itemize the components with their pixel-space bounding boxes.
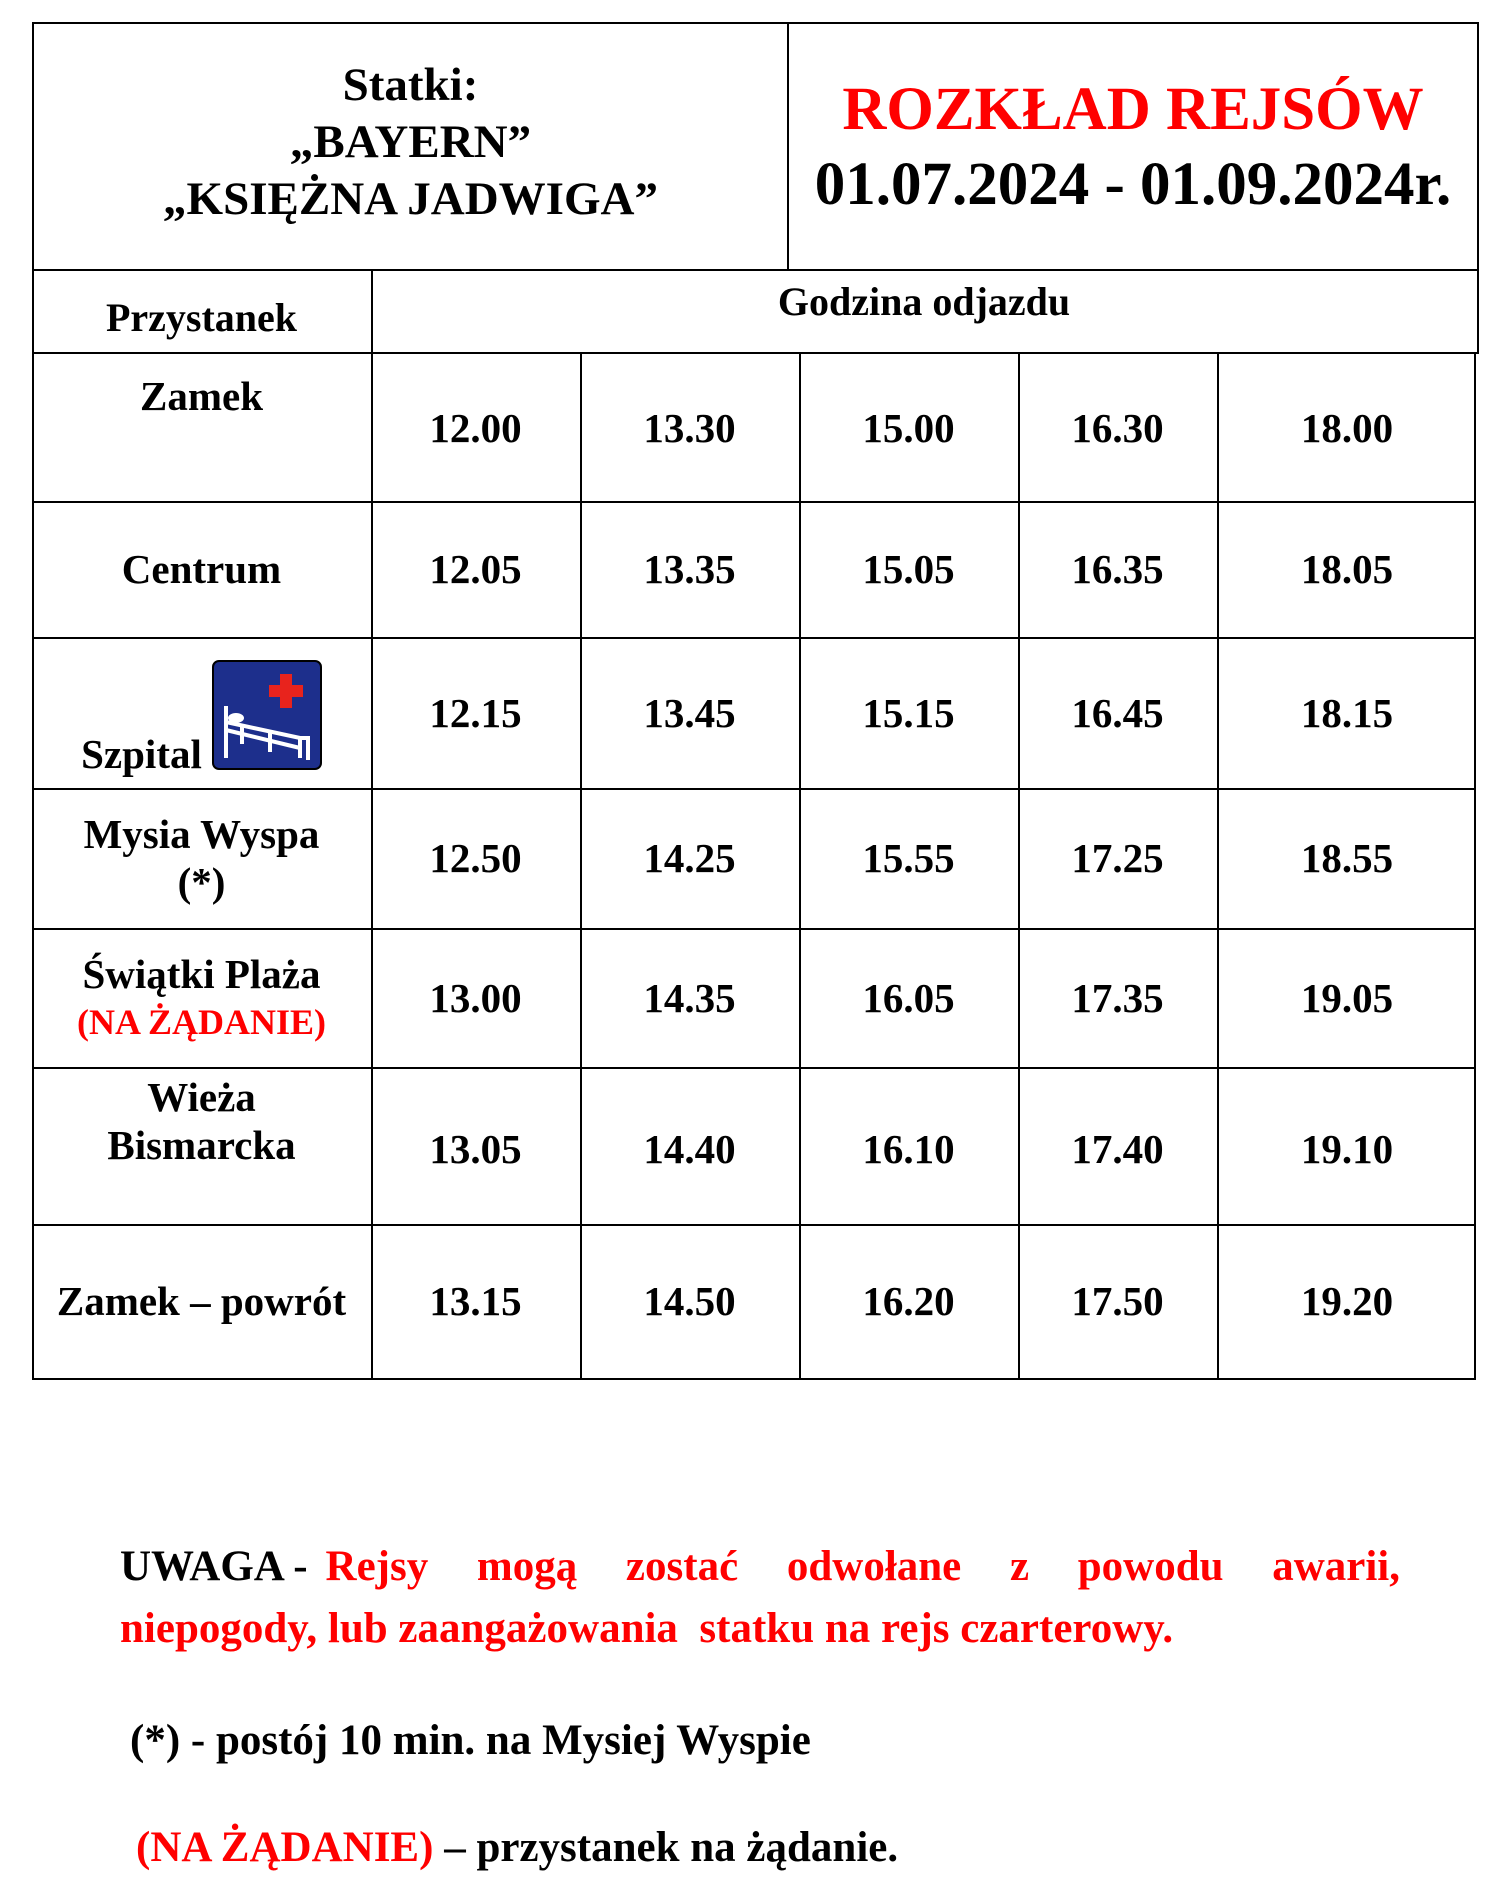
grid-hline	[32, 1378, 1476, 1380]
ship-name-ksiezna-jadwiga: „KSIĘŻNA JADWIGA”	[163, 173, 658, 225]
departure-time: 16.10	[862, 1126, 955, 1172]
departure-time: 19.05	[1300, 974, 1394, 1021]
departure-time: 14.25	[643, 835, 736, 881]
departure-time: 13.00	[429, 974, 522, 1021]
schedule-title-panel	[789, 24, 1477, 269]
departure-time: 15.00	[862, 405, 955, 451]
stop-name: Wieża	[147, 1074, 256, 1120]
departure-time: 14.50	[643, 1278, 736, 1324]
departure-time: 17.40	[1071, 1126, 1164, 1172]
departure-time: 19.10	[1300, 1126, 1394, 1172]
departure-time: 18.00	[1300, 405, 1394, 451]
ship-name-bayern: „BAYERN”	[289, 116, 532, 168]
departure-time: 18.15	[1300, 689, 1394, 736]
departure-time: 12.00	[429, 405, 522, 451]
departure-time: 12.50	[429, 835, 522, 881]
departure-time: 19.20	[1300, 1278, 1394, 1324]
departure-time: 18.05	[1300, 546, 1394, 592]
stop-duration-note: (*) - postój 10 min. na Mysiej Wyspie	[130, 1717, 811, 1764]
stop-zamek-powrot	[32, 1224, 371, 1378]
stop-name-line2: Bismarcka	[107, 1122, 296, 1168]
stop-zamek	[32, 352, 371, 501]
date-range: 01.07.2024 - 01.09.2024r.	[814, 150, 1452, 218]
departure-time: 14.35	[643, 974, 736, 1021]
departure-time: 13.05	[429, 1126, 522, 1172]
departure-time: 12.15	[429, 689, 522, 736]
departure-time: 15.05	[862, 546, 955, 592]
schedule-header	[32, 22, 1479, 271]
departure-time: 16.20	[862, 1278, 955, 1324]
stop-note-marker: (*)	[177, 859, 226, 905]
stop-swiatki-plaza	[32, 928, 371, 1067]
stop-name: Mysia Wyspa	[83, 811, 320, 857]
column-header-departure: Godzina odjazdu	[777, 279, 1071, 324]
stop-name: Szpital	[81, 731, 202, 777]
ships-title: Statki:	[342, 59, 479, 111]
departure-time: 13.35	[643, 546, 736, 592]
stop-name: Centrum	[121, 546, 282, 592]
warning-text-line1: Rejsy mogą zostać odwołane z powodu awarii,	[325, 1543, 1400, 1590]
departure-time: 13.30	[643, 405, 736, 451]
departure-time: 12.05	[429, 546, 522, 592]
column-header-stop: Przystanek	[105, 295, 298, 340]
warning-text-line2: niepogody, lub zaangażowania statku na rejs czarterowy.	[120, 1605, 1174, 1652]
on-request-label: (NA ŻĄDANIE)	[136, 1824, 434, 1871]
departure-time: 17.50	[1071, 1278, 1164, 1324]
departure-time: 16.35	[1071, 546, 1164, 592]
hospital-bed-icon	[212, 660, 322, 770]
stop-centrum	[32, 501, 371, 637]
schedule-title: ROZKŁAD REJSÓW	[842, 75, 1424, 143]
departure-time: 13.15	[429, 1278, 522, 1324]
departure-time: 17.35	[1071, 974, 1164, 1021]
warning-note	[120, 1536, 1400, 1660]
departure-time: 13.45	[643, 689, 736, 736]
departure-time: 16.05	[862, 974, 955, 1021]
departure-time: 15.55	[862, 835, 955, 881]
departure-time: 14.40	[643, 1126, 736, 1172]
stop-name: Świątki Plaża	[82, 950, 321, 997]
on-request-note	[136, 1817, 898, 1879]
warning-label: UWAGA -	[120, 1543, 308, 1590]
on-request-tag: (NA ŻĄDANIE)	[76, 1001, 326, 1042]
departure-time: 16.45	[1071, 689, 1164, 736]
ships-panel	[34, 24, 789, 269]
grid-vline	[1477, 271, 1479, 352]
on-request-text: – przystanek na żądanie.	[433, 1824, 899, 1871]
stop-name: Zamek – powrót	[56, 1278, 347, 1324]
departure-time: 17.25	[1071, 835, 1164, 881]
stop-mysia-wyspa	[32, 788, 371, 928]
stop-name: Zamek	[140, 373, 263, 419]
departure-time: 16.30	[1071, 405, 1164, 451]
stop-szpital	[32, 637, 371, 788]
stop-wieza-bismarcka	[32, 1067, 371, 1224]
departure-time: 18.55	[1300, 835, 1394, 881]
departure-time: 15.15	[862, 689, 955, 736]
